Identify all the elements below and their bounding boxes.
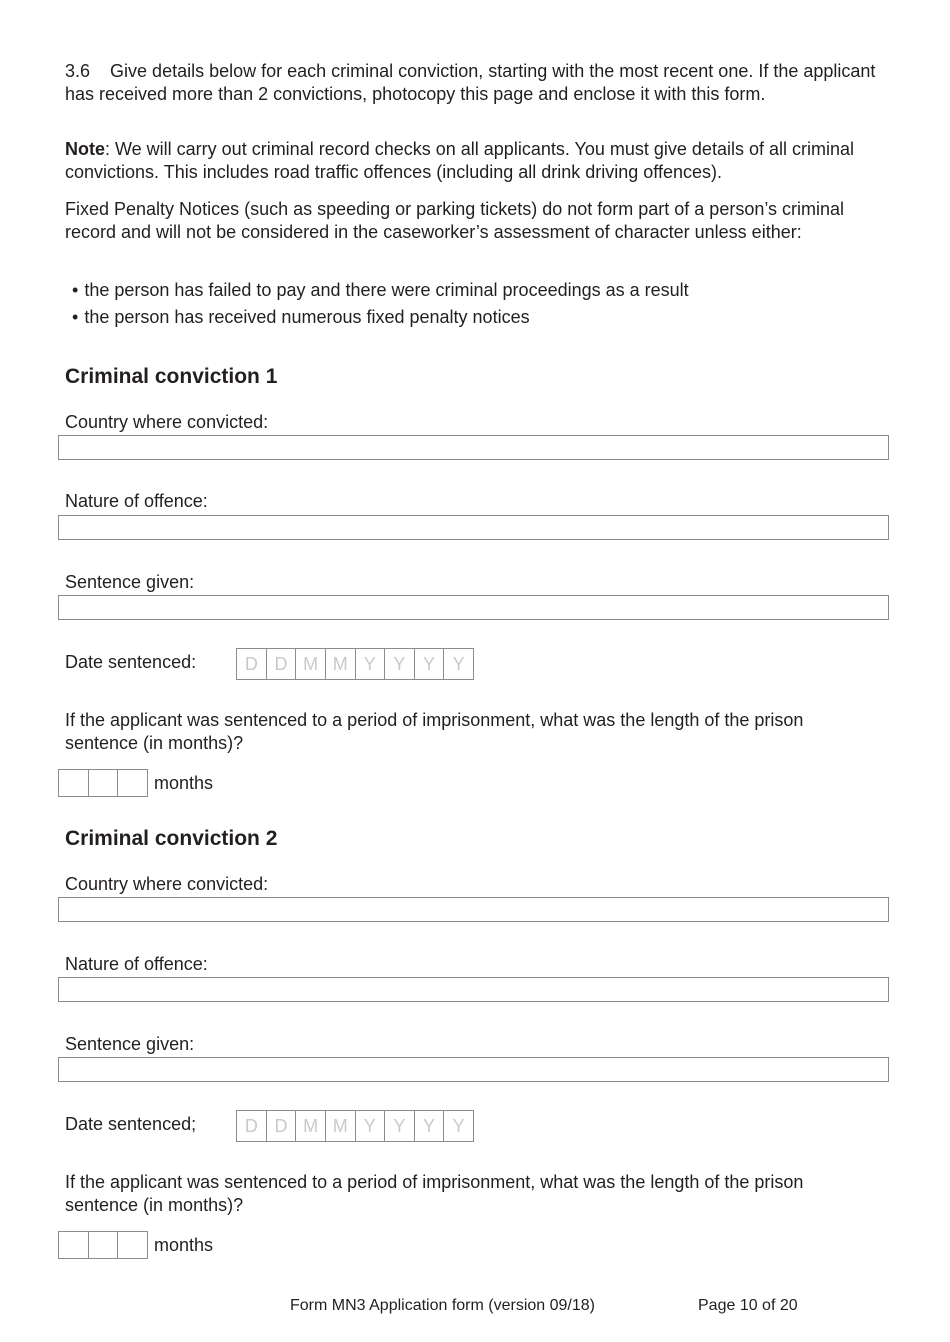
date-day-digit[interactable]: D	[267, 1111, 297, 1141]
country-label: Country where convicted:	[65, 874, 269, 894]
date-month-digit[interactable]: M	[296, 1111, 326, 1141]
date-year-digit[interactable]: Y	[356, 649, 386, 679]
month-digit-box[interactable]	[59, 1232, 89, 1258]
date-sentenced-label: Date sentenced:	[65, 652, 197, 672]
conviction-1-sentence-input[interactable]	[58, 595, 889, 620]
conviction-1-date-input[interactable]	[236, 648, 474, 680]
month-digit-box[interactable]	[59, 770, 89, 796]
conviction-2-sentence-input[interactable]	[58, 1057, 889, 1082]
prison-question: If the applicant was sentenced to a period of imprisonment, what was the length of the prison sentence (in months)?	[65, 710, 804, 753]
list-item: • the person has failed to pay and there were criminal proceedings as a result	[72, 279, 689, 306]
conviction-2-country-input[interactable]	[58, 897, 889, 922]
sentence-label: Sentence given:	[65, 572, 195, 592]
date-day-digit[interactable]: D	[237, 649, 267, 679]
month-digit-box[interactable]	[89, 770, 119, 796]
footer-page-number: Page 10 of 20	[698, 1297, 798, 1314]
month-digit-box[interactable]	[118, 1232, 147, 1258]
conviction-1-country-input[interactable]	[58, 435, 889, 460]
date-month-digit[interactable]: M	[326, 649, 356, 679]
date-month-digit[interactable]: M	[326, 1111, 356, 1141]
conviction-1-heading: Criminal conviction 1	[65, 365, 278, 388]
country-label: Country where convicted:	[65, 412, 269, 432]
list-item: • the person has received numerous fixed penalty notices	[72, 306, 689, 333]
prison-question: If the applicant was sentenced to a period of imprisonment, what was the length of the prison sentence (in months)?	[65, 1172, 804, 1215]
month-digit-box[interactable]	[89, 1232, 119, 1258]
conviction-2-heading: Criminal conviction 2	[65, 827, 278, 850]
conviction-1-offence-input[interactable]	[58, 515, 889, 540]
date-year-digit[interactable]: Y	[415, 649, 445, 679]
date-year-digit[interactable]: Y	[415, 1111, 445, 1141]
instruction-text: Give details below for each criminal conviction, starting with the most recent one. If the applicant has received more than 2 convictions, photocopy this page and enclose it with this form.	[65, 61, 876, 104]
month-digit-box[interactable]	[118, 770, 147, 796]
conviction-2-date-input[interactable]	[236, 1110, 474, 1142]
date-day-digit[interactable]: D	[237, 1111, 267, 1141]
date-year-digit[interactable]: Y	[452, 654, 465, 674]
date-month-digit[interactable]: M	[296, 649, 326, 679]
conviction-1-months-input[interactable]	[58, 769, 148, 797]
note-text: : We will carry out criminal record checks on all applicants. You must give details of all criminal convictions. This includes road traffic offences (including all drink driving offences).	[65, 139, 854, 182]
sentence-label: Sentence given:	[65, 1034, 195, 1054]
offence-label: Nature of offence:	[65, 491, 208, 511]
date-year-digit[interactable]: Y	[385, 649, 415, 679]
date-year-digit[interactable]: Y	[452, 1116, 465, 1136]
offence-label: Nature of offence:	[65, 954, 208, 974]
date-year-digit[interactable]: Y	[385, 1111, 415, 1141]
date-day-digit[interactable]: D	[267, 649, 297, 679]
note-label: Note	[65, 139, 105, 159]
date-year-digit[interactable]: Y	[356, 1111, 386, 1141]
note-paragraph	[65, 138, 880, 184]
exception-list	[72, 279, 689, 333]
date-sentenced-label: Date sentenced;	[65, 1114, 197, 1134]
conviction-2-months-input[interactable]	[58, 1231, 148, 1259]
fixed-penalty-paragraph: Fixed Penalty Notices (such as speeding or parking tickets) do not form part of a person’s criminal record and will not be considered in the caseworker’s assessment of character unless either:	[65, 199, 845, 242]
months-label: months	[154, 1235, 214, 1255]
conviction-2-offence-input[interactable]	[58, 977, 889, 1002]
question-number: 3.6	[65, 61, 91, 81]
instruction-paragraph	[65, 60, 880, 106]
footer-form-name: Form MN3 Application form (version 09/18)	[290, 1297, 595, 1314]
months-label: months	[154, 773, 214, 793]
